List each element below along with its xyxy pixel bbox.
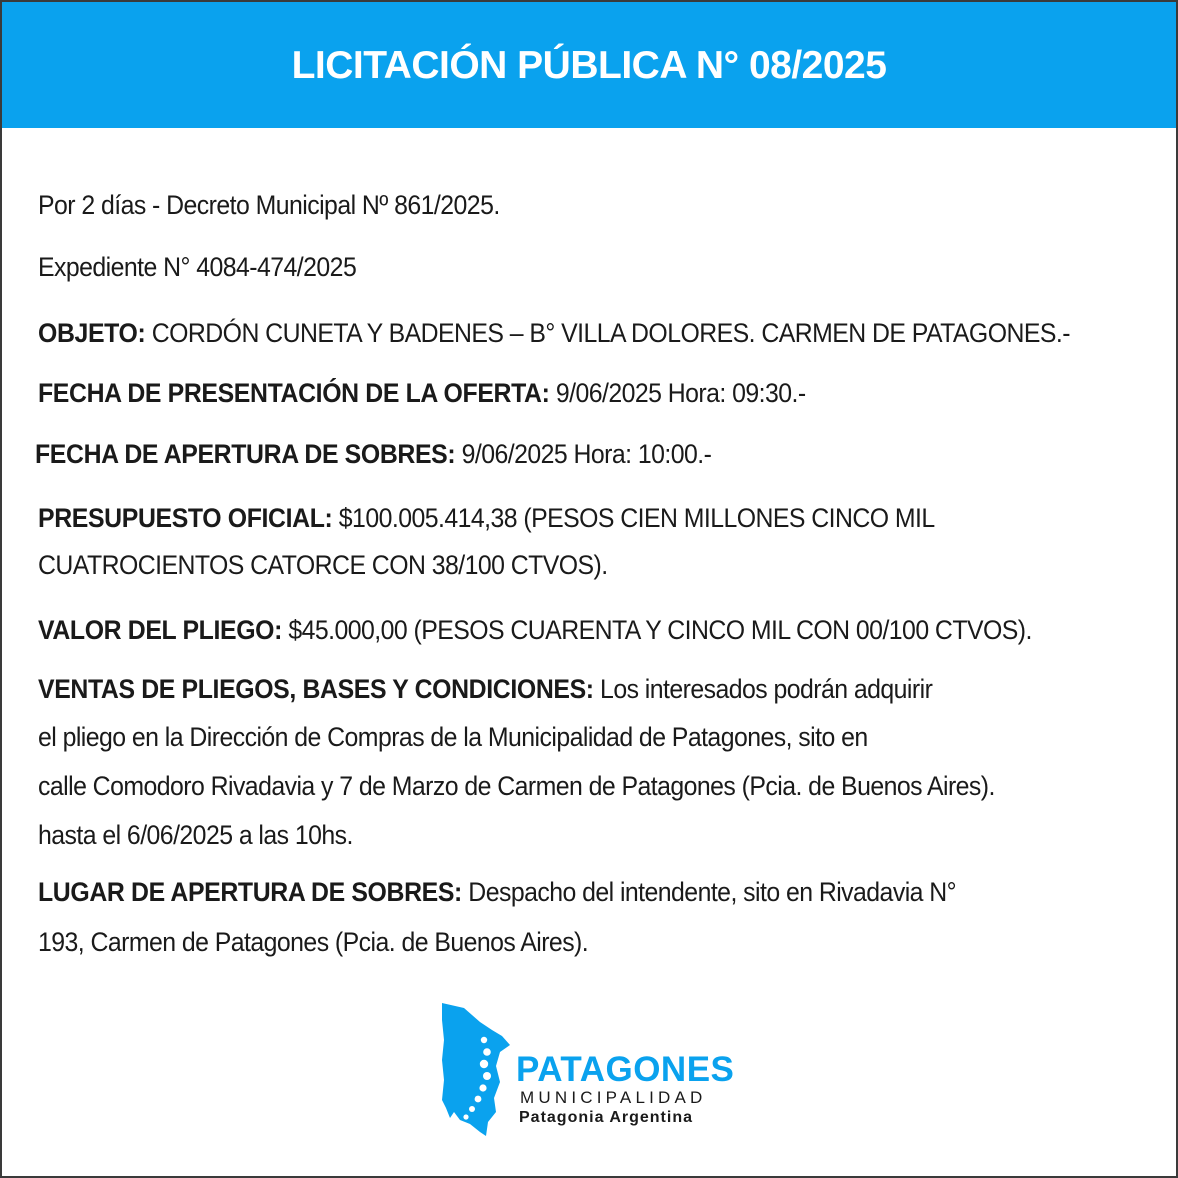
fecha-presentacion-label: FECHA DE PRESENTACIÓN DE LA OFERTA: <box>38 378 550 408</box>
fecha-presentacion-line <box>38 371 806 415</box>
logo-name: PATAGONES <box>516 1050 735 1089</box>
logo-tagline: Patagonia Argentina <box>519 1109 693 1126</box>
header-banner <box>2 2 1176 128</box>
presupuesto-line-1 <box>38 496 935 540</box>
valor-pliego-line <box>38 608 1032 652</box>
fecha-presentacion-value: 9/06/2025 Hora: 09:30.- <box>549 378 806 408</box>
fecha-apertura-label: FECHA DE APERTURA DE SOBRES: <box>35 439 456 469</box>
ventas-line-1 <box>38 667 932 711</box>
ventas-line-3: calle Comodoro Rivadavia y 7 de Marzo de Carmen de Patagones (Pcia. de Buenos Aires). <box>38 771 995 801</box>
presupuesto-label: PRESUPUESTO OFICIAL: <box>38 503 333 533</box>
ventas-value: Los interesados podrán adquirir <box>593 674 933 704</box>
patagones-logo <box>440 1000 760 1140</box>
page-title: LICITACIÓN PÚBLICA N° 08/2025 <box>291 44 887 87</box>
expediente-line: Expediente N° 4084-474/2025 <box>38 252 357 282</box>
presupuesto-line-2: CUATROCIENTOS CATORCE CON 38/100 CTVOS). <box>38 550 608 580</box>
objeto-value: CORDÓN CUNETA Y BADENES – B° VILLA DOLORES. CARMEN DE PATAGONES.- <box>145 318 1070 348</box>
valor-pliego-label: VALOR DEL PLIEGO: <box>38 615 283 645</box>
logo-subtitle: MUNICIPALIDAD <box>520 1088 707 1107</box>
objeto-line <box>38 311 1070 355</box>
lugar-value: Despacho del intendente, sito en Rivadavia N° <box>461 877 957 907</box>
presupuesto-value: $100.005.414,38 (PESOS CIEN MILLONES CINCO MIL <box>332 503 935 533</box>
fecha-apertura-line <box>35 432 711 476</box>
valor-pliego-value: $45.000,00 (PESOS CUARENTA Y CINCO MIL CON 00/100 CTVOS). <box>282 615 1032 645</box>
ventas-line-2: el pliego en la Dirección de Compras de la Municipalidad de Patagones, sito en <box>38 722 868 752</box>
ventas-line-4: hasta el 6/06/2025 a las 10hs. <box>38 820 353 850</box>
lugar-line-2: 193, Carmen de Patagones (Pcia. de Buenos Aires). <box>38 927 589 957</box>
lugar-line-1 <box>38 870 956 914</box>
patagones-map-icon <box>440 1000 520 1140</box>
objeto-label: OBJETO: <box>38 318 146 348</box>
fecha-apertura-value: 9/06/2025 Hora: 10:00.- <box>455 439 712 469</box>
ventas-label: VENTAS DE PLIEGOS, BASES Y CONDICIONES: <box>38 674 594 704</box>
lugar-label: LUGAR DE APERTURA DE SOBRES: <box>38 877 462 907</box>
decreto-line: Por 2 días - Decreto Municipal Nº 861/2025. <box>38 190 500 220</box>
